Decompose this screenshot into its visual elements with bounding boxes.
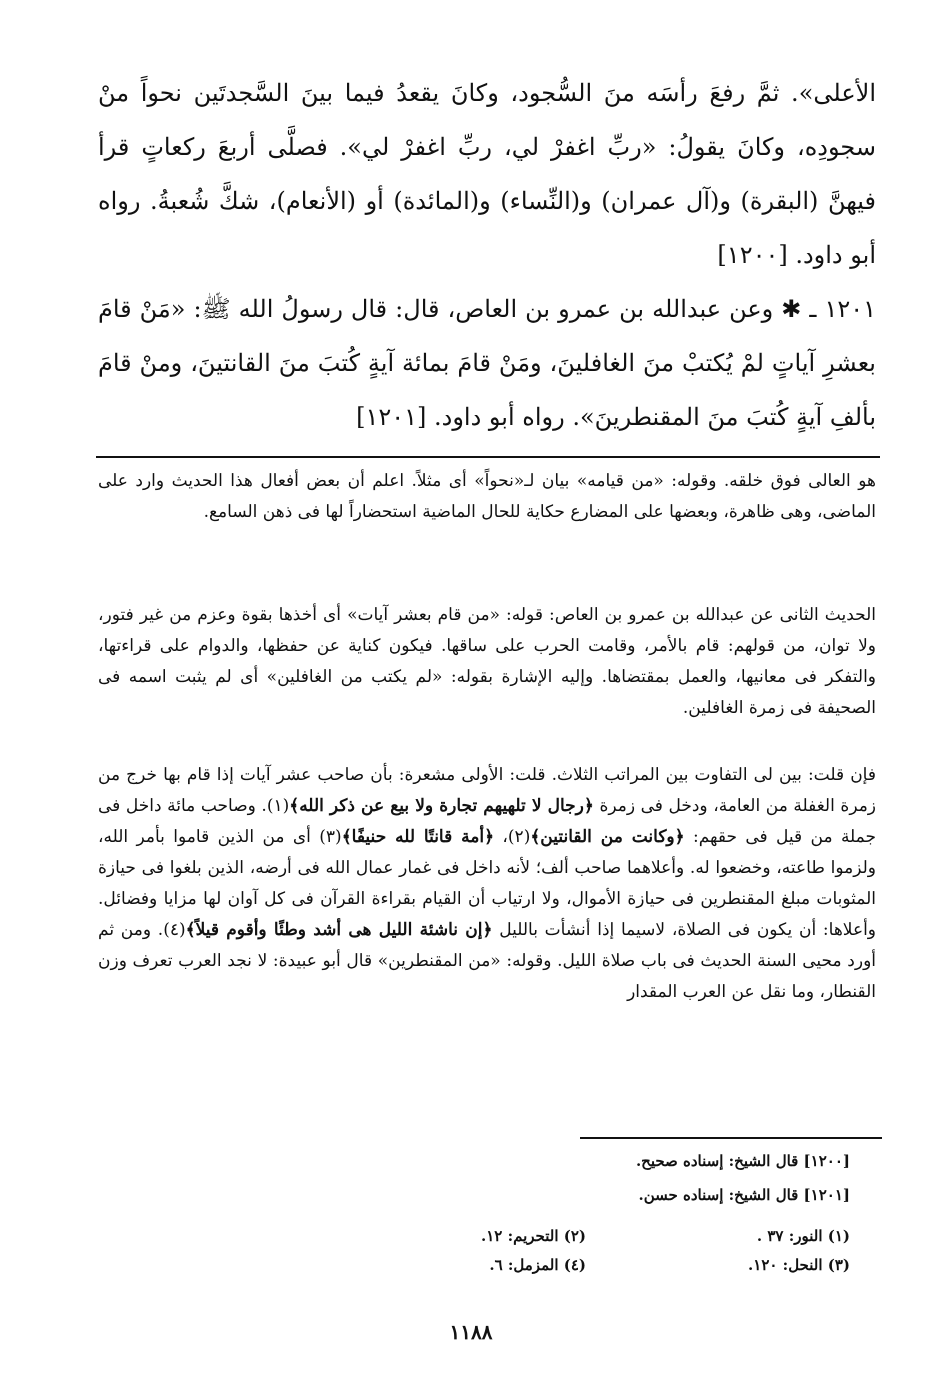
commentary-divider: [96, 456, 880, 458]
commentary-text: (٣) أى من الذين قاموا بأمر الله، ولزموا طاعته، وخضعوا له. وأعلاهما صاحب ألف؛ لأنه داخل فى غمار عمال الله فى أرضه، الذين بلغوا فى حيازة المثوبات مبلغ المقنطرين فى حيازة الأموال، ولا ارتياب أن القيام بقراءة القرآن فى كل آوان لها مزايا وفضائل. وأعلاها: أن يكون فى الصلاة، لاسيما إذا أنشأت بالليل: [98, 827, 877, 940]
footnote-ref-4: (٤) المزمل: ٦.: [489, 1256, 586, 1274]
quran-quote: ﴿رجال لا تلهيهم تجارة ولا بيع عن ذكر الله﴾: [289, 796, 594, 816]
page-number: ١١٨٨: [449, 1320, 493, 1344]
quran-quote: ﴿وكانت من القانتين﴾: [530, 827, 685, 847]
commentary-paragraph-2: [98, 600, 876, 724]
commentary-text: (١). وصاحب مائة داخل فى جملة من قيل فى حقهم:: [98, 796, 877, 847]
commentary-text: (٢)،: [502, 827, 531, 847]
commentary-text: هو العالى فوق خلقه. وقوله: «من قيامه» بيان لـ«نحواً» أى مثلاً. اعلم أن بعض أفعال هذا الحديث وارد على الماضى، وهى ظاهرة، وبعضها على المضارع حكاية للحال الماضية استحضاراً لها فى ذهن السامع.: [98, 471, 876, 522]
footnote-ref-3: (٣) النحل: ١٢٠.: [748, 1256, 850, 1274]
quran-quote: ﴿إن ناشئة الليل هى أشد وطئًا وأقوم قيلاً﴾: [185, 920, 493, 940]
commentary-paragraph-1: [98, 466, 876, 528]
commentary-paragraph-3: [98, 760, 876, 1008]
footnote-ref-1: (١) النور: ٣٧ .: [756, 1227, 850, 1245]
footnote-1200: [١٢٠٠] قال الشيخ: إسناده صحيح.: [635, 1152, 850, 1170]
commentary-text: الحديث الثانى عن عبدالله بن عمرو بن العاص: قوله: «من قام بعشر آيات» أى أخذها بقوة وعزم من غير فتور، ولا توان، من قولهم: قام بالأمر، وقامت الحرب على ساقها. فيكون كناية عن حفظها، والدوام على قراءتها، والتفكر فى معانيها، والعمل بمقتضاها. وإليه الإشارة بقوله: «لم يكتب من الغافلين» أى لم يثبت اسمه فى الصحيفة فى زمرة الغافلين.: [98, 605, 876, 718]
footnote-ref-2: (٢) التحريم: ١٢.: [481, 1227, 586, 1245]
hadith-1201-body: ١٢٠١ ـ ✱ وعن عبدالله بن عمرو بن العاص، قال: قال رسولُ الله ﷺ: «مَنْ قامَ بعشرِ آياتٍ لمْ يُكتبْ منَ الغافلينَ، ومَنْ قامَ بمائة آيةٍ كُتبَ منَ القانتينَ، ومنْ قامَ بألفِ آيةٍ كُتبَ منَ المقنطرينَ». رواه أبو داود. [١٢٠١]: [98, 295, 876, 431]
hadith-1200-text: [98, 66, 876, 282]
hadith-1201-text: [98, 282, 876, 444]
hadith-1200-body: الأعلى». ثمَّ رفعَ رأسَه منَ السُّجود، وكانَ يقعدُ فيما بينَ السَّجدتَين نحواً منْ سجودِه، وكانَ يقولُ: «ربِّ اغفرْ لي، ربِّ اغفرْ لي». فصلَّى أربعَ ركعاتٍ قرأ فيهنَّ (البقرة) و(آل عمران) و(النِّساء) و(المائدة) أو (الأنعام)، شكَّ شُعبةُ. رواه أبو داود. [١٢٠٠]: [98, 79, 876, 269]
footnote-1201: [١٢٠١] قال الشيخ: إسناده حسن.: [638, 1186, 850, 1204]
commentary-text: فإن قلت: بين لى التفاوت بين المراتب الثلاث. قلت: الأولى مشعرة: بأن صاحب عشر آيات إذا قام بها خرج من زمرة الغفلة من العامة، ودخل فى زمرة: [98, 765, 877, 816]
commentary-text: (٤). ومن ثم أورد محيى السنة الحديث فى باب صلاة الليل. وقوله: «من المقنطرين» قال أبو عبيدة: لا نجد العرب تعرف وزن القنطار، وما نقل عن العرب المقدار: [98, 920, 876, 1002]
footnotes-divider: [580, 1137, 882, 1139]
quran-quote: ﴿أمة قانتًا لله حنيفًا﴾: [341, 827, 495, 847]
